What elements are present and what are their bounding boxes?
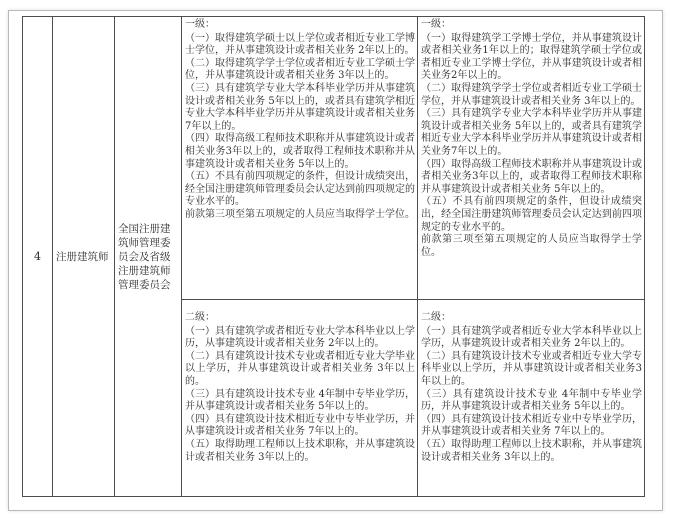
qualification-category: 注册建筑师: [53, 17, 115, 497]
table-row: [23, 17, 645, 300]
left-level1-note: 前款第三项至第五项规定的人员应当取得学士学位。: [185, 208, 415, 220]
right-level2-item: （四）具有建筑设计技术相近专业中专毕业学历，并从事建筑设计或者相关业务 7年以上的。: [421, 413, 642, 438]
left-level1-item: （二）取得建筑学学士学位或者相近专业工学硕士学位，并从事建筑设计或者相关业务 3年以上的。: [185, 57, 415, 82]
left-level2-cell: [182, 300, 418, 497]
right-level2-item: （三）具有建筑设计技术专业 4年制中专毕业学历，并从事建筑设计或者相关业务 5年以上的。: [421, 388, 642, 413]
left-level2-item: （二）具有建筑设计技术专业或者相近专业大学毕业以上学历，并从事建筑设计或者相关业务 3年以上的。: [185, 350, 415, 387]
right-level2-item: （五）取得助理工程师以上技术职称，并从事建筑设计或者相关业务 3年以上的。: [421, 438, 642, 463]
right-level1-item: （二）取得建筑学学士学位或者相近专业工学硕士学位，并从事建筑设计或者相关业务 3年以上的。: [421, 82, 642, 107]
right-level1-note: 前款第三项至第五项规定的人员应当取得学士学位。: [421, 234, 642, 258]
right-level2-item: （二）具有建筑设计技术专业或者相近专业大学专科毕业以上学历，并从事建筑设计或者相关业务3年以上的。: [421, 350, 642, 387]
right-level2-heading: 二级：: [421, 312, 451, 323]
row-number: 4: [23, 17, 53, 497]
left-level1-heading: 一级：: [185, 19, 215, 30]
right-level1-cell: [418, 17, 645, 300]
right-level2-item: （一）具有建筑学或者相近专业大学本科毕业以上学历，从事建筑设计或者相关业务 2年以上的。: [421, 325, 642, 350]
right-level1-item: （三）具有建筑学专业大学本科毕业学历并从事建筑设计或者相关业务 5年以上的，或者具有建筑学相近专业大学本科毕业学历并从事建筑设计或者相关业务7年以上的。: [421, 108, 642, 157]
left-level1-item: （五）不具有前四项规定的条件，但设计成绩突出，经全国注册建筑师管理委员会认定达到前四项规定的专业水平的。: [185, 171, 415, 208]
left-level1-item: （四）取得高级工程师技术职称并从事建筑设计或者相关业务3年以上的，或者取得工程师技术职称并从事建筑设计或者相关业务 5年以上的。: [185, 133, 415, 170]
left-level2-item: （三）具有建筑设计技术专业 4年制中专毕业学历，并从事建筑设计或者相关业务 5年以上的。: [185, 388, 415, 413]
right-level2-cell: [418, 300, 645, 497]
left-level1-item: （一）取得建筑学硕士以上学位或者相近专业工学博士学位，并从事建筑设计或者相关业务 2年以上的。: [185, 32, 415, 57]
left-level2-item: （五）取得助理工程师以上技术职称，并从事建筑设计或者相关业务 3年以上的。: [185, 438, 415, 463]
right-level1-item: （四）取得高级工程师技术职称并从事建筑设计或者相关业务3年以上的，或者取得工程师技术职称并从事建筑设计或者相关业务 5年以上的。: [421, 158, 642, 195]
issuing-authority: 全国注册建筑师管理委员会及省级注册建筑师管理委员会: [115, 17, 182, 497]
left-level2-item: （四）具有建筑设计技术相近专业中专毕业学历，并从事建筑设计或者相关业务 7年以上的。: [185, 413, 415, 438]
left-level1-item: （三）具有建筑学专业大学本科毕业学历并从事建筑设计或者相关业务 5年以上的，或者具有建筑学相近专业大学本科毕业学历并从事建筑设计或者相关业务7年以上的。: [185, 82, 415, 132]
requirements-table: [22, 16, 645, 497]
left-level2-heading: 二级：: [185, 312, 215, 323]
right-level1-heading: 一级：: [421, 19, 451, 30]
right-level1-item: （一）取得建筑学工学博士学位，并从事建筑设计或者相关业务1年以上的；取得建筑学硕士学位或者相近专业工学博士学位，并从事建筑设计或者相关业务2年以上的。: [421, 32, 642, 82]
right-level1-item: （五）不具有前四项规定的条件，但设计成绩突出，经全国注册建筑师管理委员会认定达到前四项规定的专业水平的。: [421, 196, 642, 233]
left-level2-item: （一）具有建筑学或者相近专业大学本科毕业以上学历，从事建筑设计或者相关业务 2年以上的。: [185, 325, 415, 350]
left-level1-cell: [182, 17, 418, 300]
